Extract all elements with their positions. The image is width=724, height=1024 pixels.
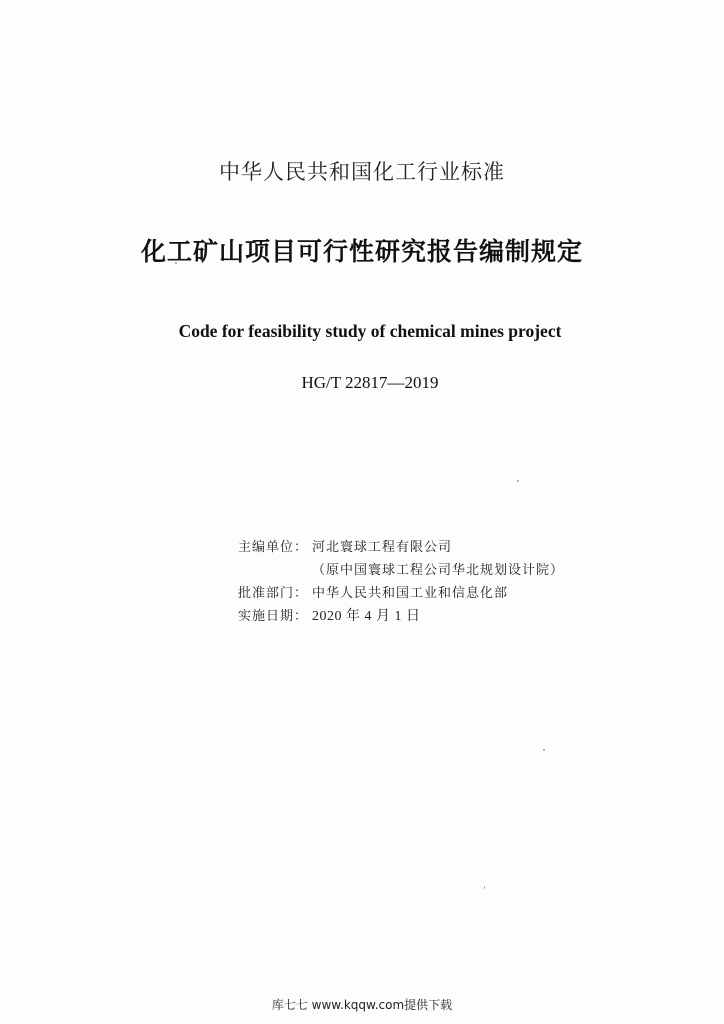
editor-note-row <box>238 559 564 582</box>
scan-speck <box>484 886 485 889</box>
scan-speck <box>517 480 519 482</box>
editor-value: 河北寰球工程有限公司 <box>312 540 453 555</box>
document-title-chinese: 化工矿山项目可行性研究报告编制规定 <box>140 237 583 266</box>
approver-value: 中华人民共和国工业和信息化部 <box>312 586 509 601</box>
download-footer: 库七七 www.kqqw.com提供下载 <box>271 998 453 1012</box>
approver-row <box>238 582 564 605</box>
editor-note: （原中国寰球工程公司华北规划设计院） <box>312 563 565 578</box>
standard-number: HG/T 22817—2019 <box>301 373 439 392</box>
approver-label: 批准部门： <box>238 586 309 601</box>
document-title-english: Code for feasibility study of chemical mines project <box>178 321 562 341</box>
date-label: 实施日期： <box>238 609 309 624</box>
standard-category-header: 中华人民共和国化工行业标准 <box>219 160 505 184</box>
publication-info <box>238 536 564 628</box>
editor-label: 主编单位： <box>238 540 309 555</box>
date-value: 2020 年 4 月 1 日 <box>312 609 421 624</box>
scan-speck <box>543 749 545 751</box>
date-row <box>238 605 564 628</box>
editor-row <box>238 536 564 559</box>
